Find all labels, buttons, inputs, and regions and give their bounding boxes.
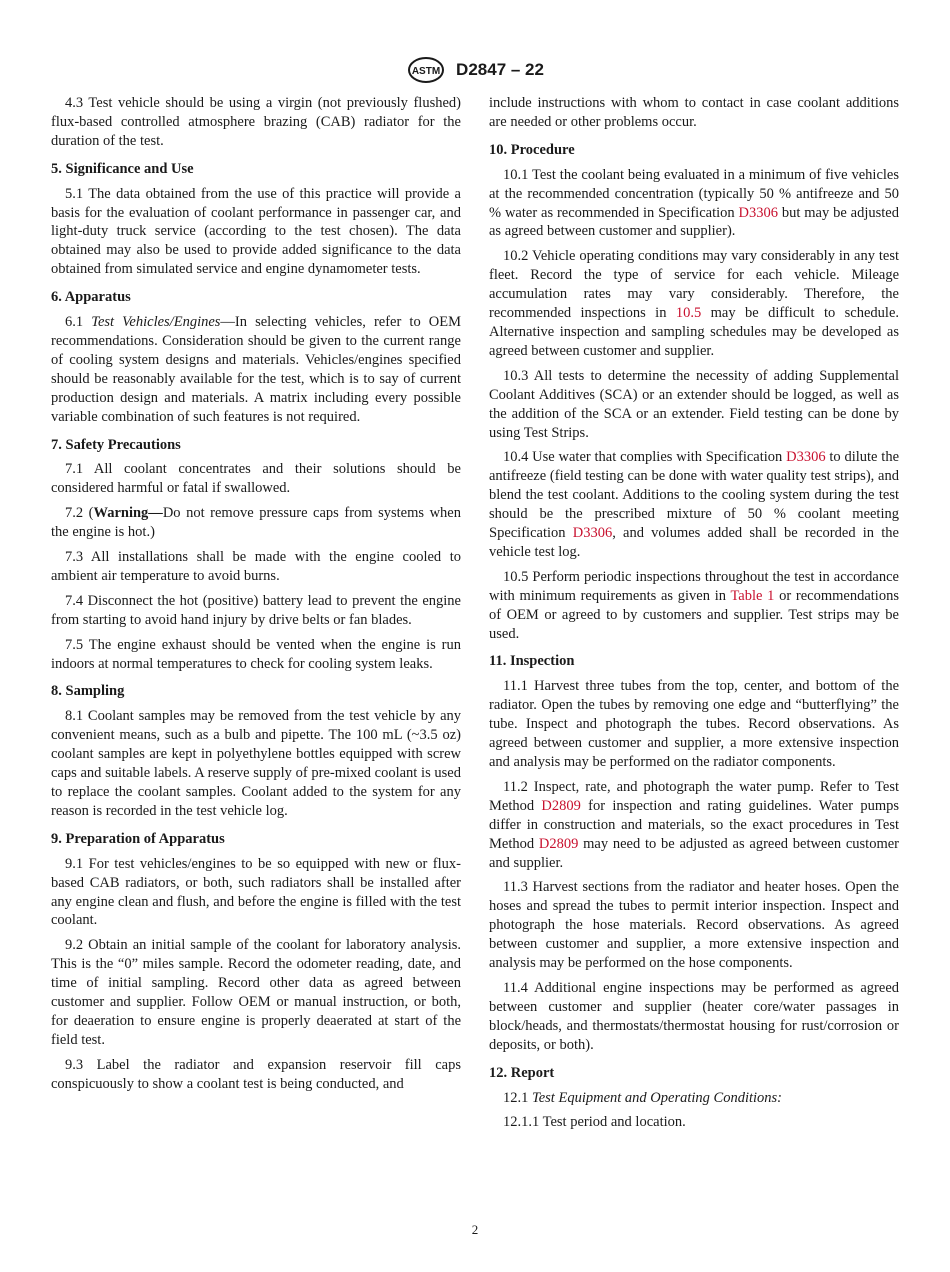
section-6-heading: 6. Apparatus xyxy=(51,289,131,306)
paragraph-12-1-1: 12.1.1 Test period and location. xyxy=(503,1114,686,1131)
link-section-10-5[interactable]: 10.5 xyxy=(675,305,702,322)
paragraph-5-1: 5.1 The data obtained from the use of this practice will provide a basis for the evaluation of coolant performance in passenger car, and light-duty truck service (according to the test chosen). The data obtained may also be used to provide added significance to the data obtained from simulated service and engine dynamometer tests. xyxy=(51,185,461,278)
paragraph-11-1: 11.1 Harvest three tubes from the top, center, and bottom of the radiator. Open the tubes by removing one edge and “butterflying” the tube. Inspect and photograph the tubes. Record observations. As agreed between customer and supplier, a more extensive inspection and analysis may be performed on the radiator components. xyxy=(489,678,899,770)
page-header xyxy=(0,56,950,84)
paragraph-6-1: 6.1 Test Vehicles/Engines—In selecting vehicles, refer to OEM recommendations. Consideration should be given to the current range of cooling system designs and materials. Vehicles/engines specified should be reasonably available for the test, which is to say of current production design and materials. A matrix including every possible variable combination of such features is not required. xyxy=(51,314,462,425)
link-d2809[interactable]: D2809 xyxy=(538,835,579,852)
astm-logo-icon xyxy=(406,56,446,84)
paragraph-10-1: 10.1 Test the coolant being evaluated in a minimum of five vehicles at the recommended concentration (typically 50 % antifreeze and 50 % water as recommended in Specification D3306 but may be adjusted as agreed between customer and supplier). xyxy=(489,166,899,240)
link-d3306[interactable]: D3306 xyxy=(738,204,778,221)
paragraph-11-4: 11.4 Additional engine inspections may be performed as agreed between customer and supplier (heater core/water passages in block/heads, and thermostats/thermostat housing for rust/corrosion or deposits, or both). xyxy=(489,979,899,1053)
link-d2809[interactable]: D2809 xyxy=(541,797,581,814)
page-number: 2 xyxy=(471,1222,479,1237)
section-7-heading: 7. Safety Precautions xyxy=(51,436,181,453)
link-d3306[interactable]: D3306 xyxy=(786,449,826,466)
section-10-heading: 10. Procedure xyxy=(489,141,575,158)
paragraph-4-3: 4.3 Test vehicle should be using a virgin (not previously flushed) flux-based controlled atmosphere brazing (CAB) radiator for the duration of the test. xyxy=(51,95,461,149)
document-code: D2847 – 22 xyxy=(456,60,544,79)
section-11-heading: 11. Inspection xyxy=(489,653,575,670)
paragraph-10-3: 10.3 All tests to determine the necessity of adding Supplemental Coolant Additives (SCA) or an extender should be logged, as well as the addition of the SCA or an extender. Field testing can be done by using Test Strips. xyxy=(489,367,899,441)
paragraph-7-4: 7.4 Disconnect the hot (positive) battery lead to prevent the engine from starting to avoid hand injury by drive belts or fan blades. xyxy=(51,592,461,628)
right-column xyxy=(489,94,899,1138)
left-column xyxy=(51,94,461,1100)
link-d3306[interactable]: D3306 xyxy=(572,525,613,542)
section-12-heading: 12. Report xyxy=(489,1064,555,1081)
section-9-heading: 9. Preparation of Apparatus xyxy=(51,830,225,847)
paragraph-11-2: 11.2 Inspect, rate, and photograph the water pump. Refer to Test Method D2809 for inspection and rating guidelines. Water pumps differ in construction and materials, so the exact procedures in Test Method D2809 may need to be adjusted as agreed between customer and supplier. xyxy=(489,778,900,871)
link-table-1[interactable]: Table 1 xyxy=(730,587,775,604)
paragraph-8-1: 8.1 Coolant samples may be removed from the test vehicle by any convenient means, such as a bulb and pipette. The 100 mL (~3.5 oz) coolant samples are kept in polyethylene bottles equipped with screw caps and suitable labels. A reserve supply of pre-mixed coolant is used to replace the coolant samples. Coolant added to the system for any reason is recorded in the test vehicle log. xyxy=(51,708,461,819)
paragraph-9-2: 9.2 Obtain an initial sample of the coolant for laboratory analysis. This is the “0” miles sample. Record the odometer reading, date, and time of initial sampling. Record other data as agreed between customer and supplier. Follow OEM or manual instruction, or both, for deaeration to ensure engine is properly deaerated at start of the field test. xyxy=(51,937,461,1048)
paragraph-7-3: 7.3 All installations shall be made with the engine cooled to ambient air temperature to avoid burns. xyxy=(51,549,461,584)
paragraph-9-3-continued: include instructions with whom to contact in case coolant additions are needed or other problems occur. xyxy=(489,95,899,130)
section-8-heading: 8. Sampling xyxy=(51,683,125,700)
paragraph-12-1: 12.1 Test Equipment and Operating Conditions: xyxy=(503,1089,782,1106)
paragraph-9-1: 9.1 For test vehicles/engines to be so equipped with new or flux-based CAB radiators, or both, such radiators shall be installed after any engine clean and flush, and before the engine is filled with the test coolant. xyxy=(51,855,461,929)
paragraph-10-2: 10.2 Vehicle operating conditions may vary considerably in any test fleet. Record the type of service for each vehicle. Mileage accumulation rates may vary considerably. Therefore, the recommended inspections in 10.5 may be difficult to schedule. Alternative inspection and sampling schedules may be developed as agreed between customer and supplier. xyxy=(489,248,899,359)
paragraph-7-1: 7.1 All coolant concentrates and their solutions should be considered harmful or fatal if swallowed. xyxy=(51,461,461,497)
paragraph-10-4: 10.4 Use water that complies with Specification D3306 to dilute the antifreeze (field testing can be done with water quality test strips), and blend the test coolant. Additions to the cooling system during the test should be the prescribed mixture of 50 % coolant meeting Specification D3306, and volumes added shall be recorded in the vehicle test log. xyxy=(489,449,900,560)
paragraph-7-5: 7.5 The engine exhaust should be vented when the engine is run indoors at normal temperatures to check for cooling system leaks. xyxy=(51,636,461,672)
section-5-heading: 5. Significance and Use xyxy=(51,160,194,177)
logo-text: ASTM xyxy=(411,66,441,77)
paragraph-9-3: 9.3 Label the radiator and expansion reservoir fill caps conspicuously to show a coolant test is being conducted, and xyxy=(51,1056,461,1092)
paragraph-11-3: 11.3 Harvest sections from the radiator and heater hoses. Open the hoses and spread the tubes to permit interior inspection. Inspect and photograph the hose materials. Record observations. As agreed between customer and supplier, a more extensive inspection and analysis may be performed on the hose components. xyxy=(489,879,899,972)
paragraph-7-2: 7.2 (Warning—Do not remove pressure caps from systems when the engine is hot.) xyxy=(51,505,461,541)
paragraph-10-5: 10.5 Perform periodic inspections throughout the test in accordance with minimum requirements as given in Table 1 or recommendations of OEM or agreed to by customers and supplier. Test strips may be used. xyxy=(489,568,899,642)
